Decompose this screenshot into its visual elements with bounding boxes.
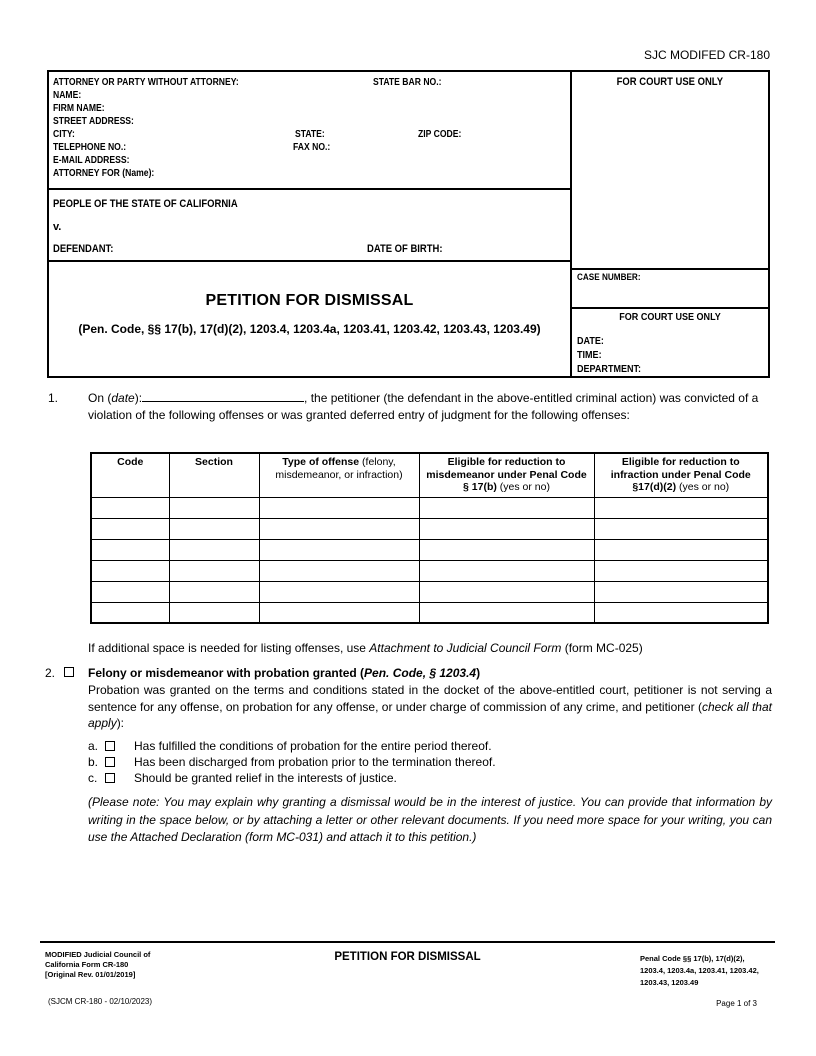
attorney-party-label: ATTORNEY OR PARTY WITHOUT ATTORNEY: — [53, 77, 239, 88]
option-a-checkbox[interactable] — [105, 741, 115, 751]
item-1-number: 1. — [48, 391, 59, 405]
offense-cell[interactable] — [259, 497, 419, 518]
option-b-row — [88, 755, 496, 769]
offense-cell[interactable] — [169, 497, 259, 518]
col-header-infraction: Eligible for reduction to infraction under Penal Code §17(d)(2) (yes or no) — [594, 453, 768, 497]
offense-cell[interactable] — [259, 560, 419, 581]
time-label: TIME: — [577, 349, 602, 361]
fax-label: FAX NO.: — [293, 142, 331, 153]
offense-cell[interactable] — [259, 539, 419, 560]
court-use-only-label-2: FOR COURT USE ONLY — [619, 311, 721, 323]
offense-cell[interactable] — [419, 581, 594, 602]
footer-version-line: (SJCM CR-180 - 02/10/2023) — [48, 997, 153, 1006]
date-label: DATE: — [577, 335, 604, 347]
court-use-only-box — [572, 72, 768, 268]
offense-cell[interactable] — [169, 539, 259, 560]
offense-cell[interactable] — [259, 581, 419, 602]
court-use-column — [570, 72, 768, 376]
firm-name-label: FIRM NAME: — [53, 103, 105, 114]
offense-cell[interactable] — [91, 518, 169, 539]
option-b-checkbox[interactable] — [105, 757, 115, 767]
offense-cell[interactable] — [594, 581, 768, 602]
option-b-letter: b. — [88, 755, 99, 769]
offense-cell[interactable] — [91, 581, 169, 602]
offense-cell[interactable] — [259, 518, 419, 539]
offense-cell[interactable] — [259, 602, 419, 623]
date-word: date — [111, 391, 135, 405]
item-2-checkbox[interactable] — [64, 667, 74, 677]
state-bar-label: STATE BAR NO.: — [373, 77, 442, 88]
offense-cell[interactable] — [594, 518, 768, 539]
option-c-text: Should be granted relief in the interests of justice. — [134, 771, 397, 785]
name-label: NAME: — [53, 90, 82, 101]
option-a-letter: a. — [88, 739, 99, 753]
offense-cell[interactable] — [594, 539, 768, 560]
option-c-row — [88, 771, 397, 785]
option-c-letter: c. — [88, 771, 98, 785]
footer-title: PETITION FOR DISMISSAL — [334, 951, 481, 963]
plaintiff-name: PEOPLE OF THE STATE OF CALIFORNIA — [53, 198, 238, 210]
case-number-label: CASE NUMBER: — [577, 272, 641, 283]
col-header-code: Code — [91, 453, 169, 497]
telephone-label: TELEPHONE NO.: — [53, 142, 127, 153]
offense-cell[interactable] — [169, 602, 259, 623]
item-2-paragraph: Probation was granted on the terms and conditions stated in the docket of the above-entitled court, petitioner is not serving a sentence for any offense, on probation for any offense, or under charge of commission of any crime, and petitioner (check all that apply): — [88, 683, 772, 730]
offense-cell[interactable] — [169, 560, 259, 581]
offense-cell[interactable] — [594, 602, 768, 623]
please-note-paragraph: (Please note: You may explain why granting a dismissal would be in the interest of justice. You can provide that information by writing in the space below, or by attaching a letter or other relevant documents. If you need more space for your writing, you can use the Attached Declaration (form MC-031) and attach it to this petition.) — [88, 795, 772, 844]
state-label: STATE: — [295, 129, 325, 140]
col-header-section: Section — [169, 453, 259, 497]
offense-cell[interactable] — [419, 497, 594, 518]
versus-label: v. — [53, 221, 62, 233]
offense-cell[interactable] — [91, 539, 169, 560]
option-a-row — [88, 739, 492, 753]
form-title: PETITION FOR DISMISSAL — [205, 292, 414, 309]
caption-divider-2 — [49, 260, 570, 262]
footer-rule — [40, 941, 775, 943]
court-use-only-label: FOR COURT USE ONLY — [616, 76, 724, 88]
offense-row — [91, 602, 768, 623]
street-address-label: STREET ADDRESS: — [53, 116, 134, 127]
offense-cell[interactable] — [91, 602, 169, 623]
offense-cell[interactable] — [419, 518, 594, 539]
offense-cell[interactable] — [419, 602, 594, 623]
item-2-number: 2. — [45, 666, 56, 680]
date-input-blank[interactable] — [142, 390, 304, 402]
form-id-header: SJC MODIFED CR-180 — [643, 48, 770, 62]
item-2-heading: Felony or misdemeanor with probation granted (Pen. Code, § 1203.4) — [88, 666, 481, 680]
item-1-paragraph: On (date): , the petitioner (the defendant in the above-entitled criminal action) was convicted of a violation of the following offenses or was granted deferred entry of judgment for the following offenses: — [88, 391, 759, 422]
offense-row — [91, 581, 768, 602]
col-header-type: Type of offense (felony, misdemeanor, or infraction) — [259, 453, 419, 497]
offense-cell[interactable] — [419, 560, 594, 581]
footer-right-block: Penal Code §§ 17(b), 17(d)(2), 1203.4, 1203.4a, 1203.41, 1203.42, 1203.43, 1203.49 — [640, 954, 759, 987]
email-label: E-MAIL ADDRESS: — [53, 155, 130, 166]
offense-cell[interactable] — [91, 560, 169, 581]
offense-table — [90, 452, 769, 624]
department-label: DEPARTMENT: — [577, 363, 642, 375]
caption-divider-1 — [49, 188, 570, 190]
date-of-birth-label: DATE OF BIRTH: — [367, 243, 443, 255]
attorney-for-label: ATTORNEY FOR (Name): — [53, 168, 155, 179]
option-a-text: Has fulfilled the conditions of probation for the entire period thereof. — [134, 739, 492, 753]
offense-cell[interactable] — [169, 518, 259, 539]
offense-table-header-row — [91, 453, 768, 497]
attachment-note: If additional space is needed for listing offenses, use Attachment to Judicial Council Form (form MC-025) — [88, 641, 643, 655]
option-c-checkbox[interactable] — [105, 773, 115, 783]
page-number: Page 1 of 3 — [716, 999, 757, 1008]
defendant-label: DEFENDANT: — [53, 243, 114, 255]
offense-cell[interactable] — [169, 581, 259, 602]
court-use-date-box — [572, 307, 768, 376]
offense-row — [91, 539, 768, 560]
offense-row — [91, 518, 768, 539]
offense-cell[interactable] — [91, 497, 169, 518]
statute-line: (Pen. Code, §§ 17(b), 17(d)(2), 1203.4, 1203.4a, 1203.41, 1203.42, 1203.43, 1203.49) — [78, 322, 541, 336]
col-header-misdemeanor: Eligible for reduction to misdemeanor under Penal Code § 17(b) (yes or no) — [419, 453, 594, 497]
offense-cell[interactable] — [594, 497, 768, 518]
offense-row — [91, 497, 768, 518]
option-b-text: Has been discharged from probation prior to the termination thereof. — [134, 755, 496, 769]
caption-box — [47, 70, 770, 378]
offense-row — [91, 560, 768, 581]
footer-left-block: MODIFIED Judicial Council of California Form CR-180 [Original Rev. 01/01/2019] — [45, 950, 151, 979]
case-number-box[interactable] — [572, 268, 768, 307]
zip-code-label: ZIP CODE: — [418, 129, 462, 140]
offense-cell[interactable] — [419, 539, 594, 560]
city-label: CITY: — [53, 129, 75, 140]
offense-cell[interactable] — [594, 560, 768, 581]
